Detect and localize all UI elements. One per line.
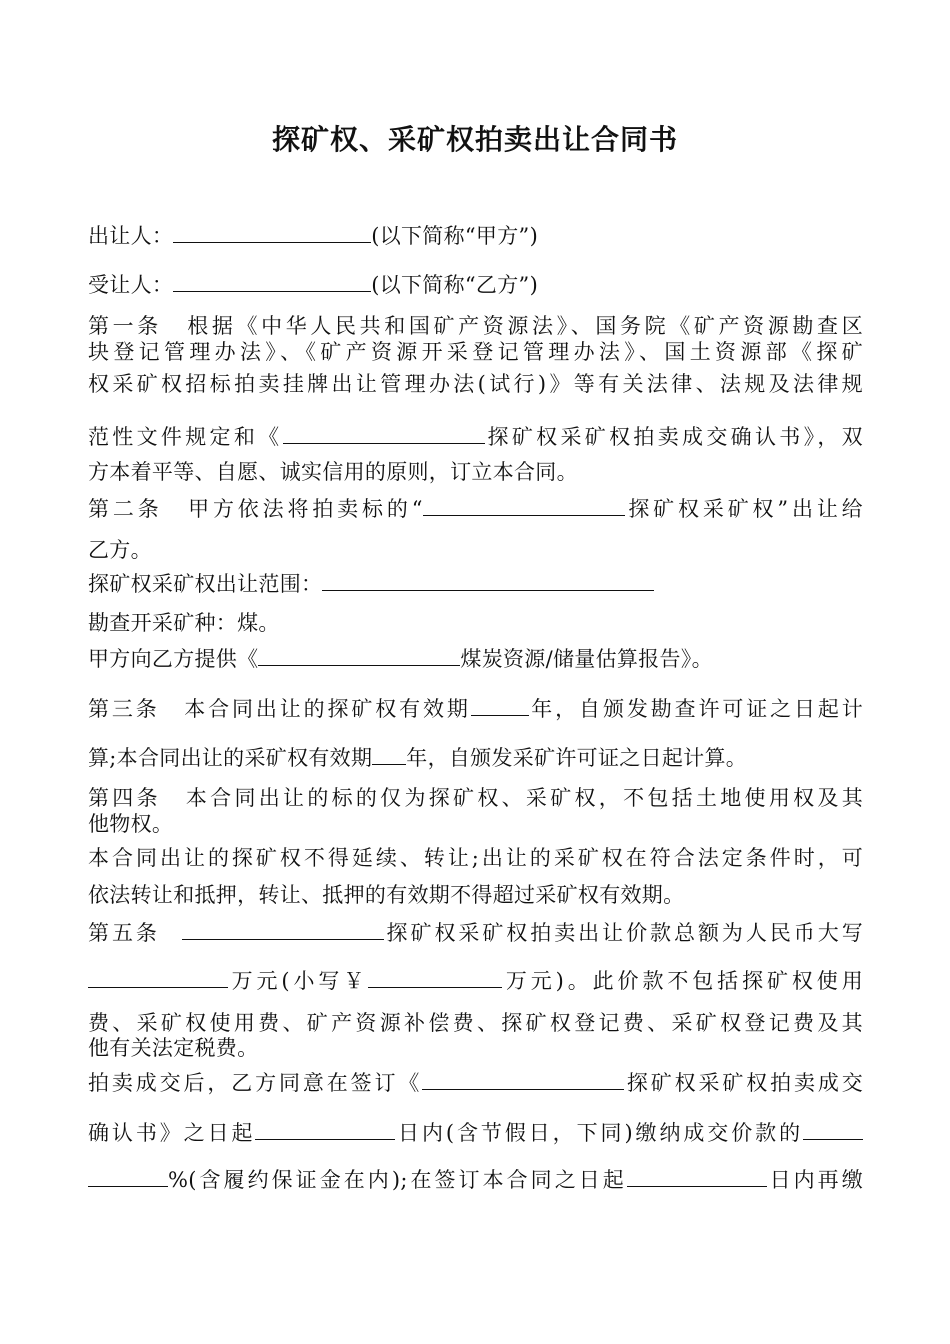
article-3-line-2: 算;本合同出让的采矿权有效期 年，自颁发采矿许可证之日起计算。 xyxy=(88,746,748,770)
article-5-line-4: 他有关法定税费。 xyxy=(88,1036,259,1060)
article-1-heading: 第一条 xyxy=(88,314,162,338)
price-target-blank[interactable] xyxy=(182,921,384,940)
article-3-heading: 第三条 xyxy=(88,697,160,721)
article-1-line-5: 方本着平等、自愿、诚实信用的原则，订立本合同。 xyxy=(88,460,578,484)
transfer-scope-blank[interactable] xyxy=(322,572,654,591)
payment-percent-blank-a[interactable] xyxy=(803,1121,863,1140)
exploration-term-blank[interactable] xyxy=(471,697,529,716)
price-lowercase-blank[interactable] xyxy=(368,969,502,988)
price-uppercase-blank[interactable] xyxy=(88,969,228,988)
payment-percent-blank-b[interactable] xyxy=(88,1168,168,1187)
transferee-suffix: (以下简称“乙方”) xyxy=(371,273,539,297)
article-4-heading: 第四条 xyxy=(88,786,161,810)
transferor-line xyxy=(88,224,538,248)
article-5-line-3: 费、采矿权使用费、矿产资源补偿费、探矿权登记费、采矿权登记费及其 xyxy=(88,1011,863,1035)
article-2-line-2: 乙方。 xyxy=(88,538,152,562)
document-title: 探矿权、采矿权拍卖出让合同书 xyxy=(271,123,678,156)
article-4-line-1: 第四条 本合同出让的标的仅为探矿权、采矿权，不包括土地使用权及其 xyxy=(88,786,863,810)
transferee-label: 受让人： xyxy=(88,273,174,297)
report-name-blank[interactable] xyxy=(258,647,460,666)
article-1-line-2: 块登记管理办法》、《矿产资源开采登记管理办法》、国土资源部《探矿 xyxy=(88,340,863,364)
payment-days-blank[interactable] xyxy=(255,1121,395,1140)
transferee-blank[interactable] xyxy=(173,273,371,292)
article-3-line-1: 第三条 本合同出让的探矿权有效期 年，自颁发勘查许可证之日起计 xyxy=(88,697,863,721)
article-2-line-1: 第二条 甲方依法将拍卖标的“ 探矿权采矿权”出让给 xyxy=(88,497,863,521)
article-1-line-4: 范性文件规定和《 探矿权采矿权拍卖成交确认书》，双 xyxy=(88,425,863,449)
transfer-scope-label: 探矿权采矿权出让范围： xyxy=(88,572,323,596)
article-1-line-1: 第一条 根据《中华人民共和国矿产资源法》、国务院《矿产资源勘查区 xyxy=(88,314,863,338)
article-2-heading: 第二条 xyxy=(88,497,163,521)
confirmation-name-blank[interactable] xyxy=(283,425,485,444)
article-5-line-1: 第五条 探矿权采矿权拍卖出让价款总额为人民币大写 xyxy=(88,921,863,945)
mineral-type-line: 勘查开采矿种：煤。 xyxy=(88,611,280,635)
article-4-line-4: 依法转让和抵押，转让、抵押的有效期不得超过采矿权有效期。 xyxy=(88,883,685,907)
article-5-line-5: 拍卖成交后，乙方同意在签订《 探矿权采矿权拍卖成交 xyxy=(88,1071,863,1095)
confirmation-name-blank-2[interactable] xyxy=(422,1071,624,1090)
auction-target-blank[interactable] xyxy=(423,497,625,516)
second-payment-days-blank[interactable] xyxy=(627,1168,767,1187)
transferor-label: 出让人： xyxy=(88,224,174,248)
article-4-line-2: 他物权。 xyxy=(88,812,174,836)
article-5-heading: 第五条 xyxy=(88,921,160,945)
transferor-suffix: (以下简称“甲方”) xyxy=(371,224,539,248)
article-5-line-6: 确认书》之日起 日内(含节假日，下同)缴纳成交价款的 xyxy=(88,1121,863,1145)
article-5-line-7: %(含履约保证金在内);在签订本合同之日起 日内再缴 xyxy=(88,1168,863,1192)
mining-term-blank[interactable] xyxy=(372,746,406,765)
report-line: 甲方向乙方提供《 煤炭资源/储量估算报告》。 xyxy=(88,647,713,671)
article-4-line-3: 本合同出让的探矿权不得延续、转让;出让的采矿权在符合法定条件时，可 xyxy=(88,846,863,870)
transferee-line xyxy=(88,273,538,297)
article-1-line-3: 权采矿权招标拍卖挂牌出让管理办法(试行)》等有关法律、法规及法律规 xyxy=(88,372,863,396)
article-5-line-2: 万元(小写￥ 万元)。此价款不包括探矿权使用 xyxy=(88,969,863,993)
transferor-blank[interactable] xyxy=(173,224,371,243)
transfer-scope-line xyxy=(88,572,654,596)
